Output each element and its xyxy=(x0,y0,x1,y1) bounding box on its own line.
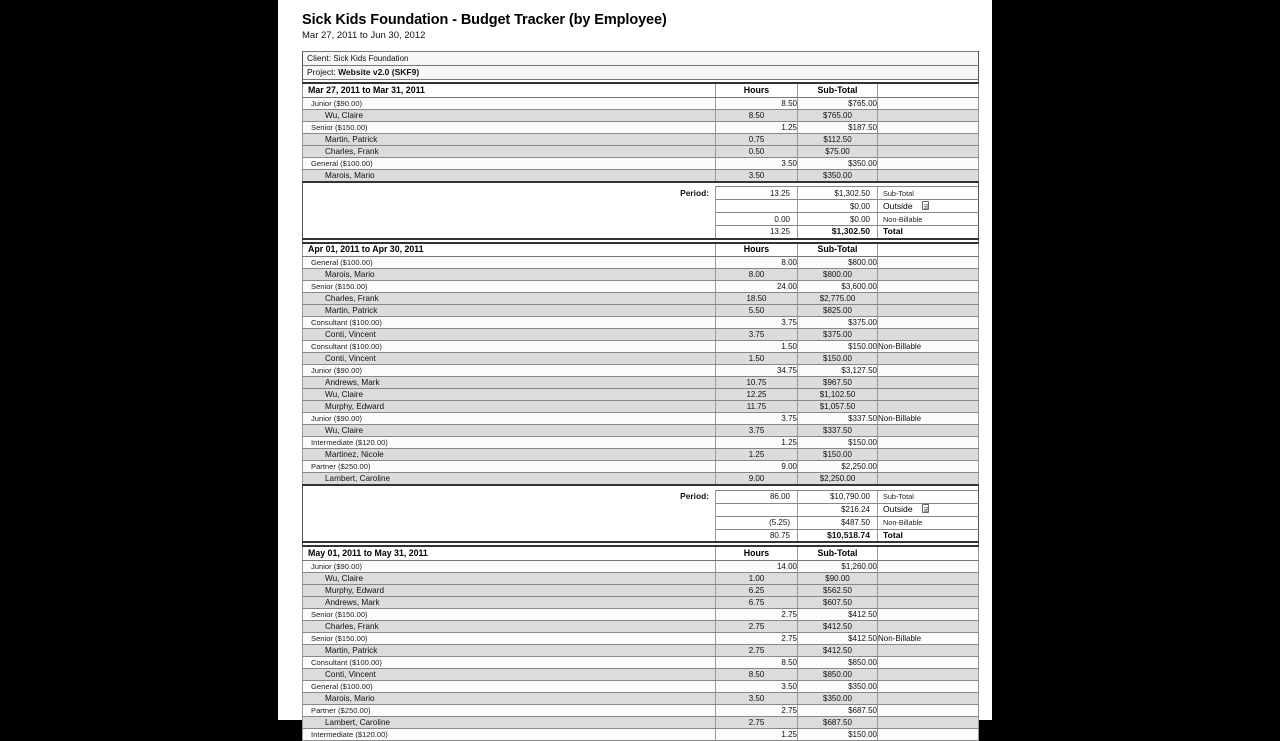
row-subtotal: $75.00 xyxy=(798,145,878,157)
summary-hours: 13.25 xyxy=(716,187,798,200)
row-hours: 3.75 xyxy=(716,425,798,437)
row-description: Wu, Claire xyxy=(303,389,716,401)
row-hours: 8.00 xyxy=(716,269,798,281)
employee-row[interactable] xyxy=(303,305,979,317)
row-note xyxy=(878,157,979,169)
column-header-note xyxy=(878,83,979,97)
employee-row[interactable] xyxy=(303,596,979,608)
row-description: Senior ($150.00) xyxy=(303,632,716,644)
period-summary-label: Period: xyxy=(303,490,716,503)
row-note xyxy=(878,620,979,632)
row-hours: 3.75 xyxy=(716,317,798,329)
row-description: Junior ($90.00) xyxy=(303,365,716,377)
row-description: Consultant ($100.00) xyxy=(303,341,716,353)
employee-row[interactable] xyxy=(303,109,979,121)
employee-row[interactable] xyxy=(303,353,979,365)
row-note xyxy=(878,293,979,305)
category-row[interactable] xyxy=(303,365,979,377)
row-note xyxy=(878,461,979,473)
row-subtotal: $150.00 xyxy=(798,728,878,740)
period-header-label: May 01, 2011 to May 31, 2011 xyxy=(303,546,716,560)
period-summary-label: Period: xyxy=(303,187,716,200)
row-subtotal: $1,260.00 xyxy=(798,560,878,572)
row-hours: 6.25 xyxy=(716,584,798,596)
summary-hours: (5.25) xyxy=(716,516,798,529)
row-note xyxy=(878,365,979,377)
row-hours: 14.00 xyxy=(716,560,798,572)
page-title: Sick Kids Foundation - Budget Tracker (by Employee) xyxy=(302,12,667,28)
row-note xyxy=(878,281,979,293)
summary-row-nonbillable xyxy=(303,516,979,529)
row-note xyxy=(878,145,979,157)
row-description: General ($100.00) xyxy=(303,680,716,692)
summary-subtotal: $487.50 xyxy=(798,516,878,529)
row-note xyxy=(878,692,979,704)
row-description: General ($100.00) xyxy=(303,157,716,169)
period-summary-spacer xyxy=(303,200,716,213)
row-hours: 9.00 xyxy=(716,473,798,486)
employee-row[interactable] xyxy=(303,584,979,596)
row-note xyxy=(878,133,979,145)
row-description: Martinez, Nicole xyxy=(303,449,716,461)
row-description: Partner ($250.00) xyxy=(303,461,716,473)
category-row[interactable] xyxy=(303,317,979,329)
row-subtotal: $150.00 xyxy=(798,341,878,353)
row-hours: 5.50 xyxy=(716,305,798,317)
employee-row[interactable] xyxy=(303,389,979,401)
row-hours: 24.00 xyxy=(716,281,798,293)
summary-row-subtotal xyxy=(303,187,979,200)
table-body xyxy=(303,51,979,740)
column-header-subtotal: Sub-Total xyxy=(798,83,878,97)
employee-row[interactable] xyxy=(303,293,979,305)
row-subtotal: $562.50 xyxy=(798,584,878,596)
employee-row[interactable] xyxy=(303,133,979,145)
row-subtotal: $850.00 xyxy=(798,656,878,668)
column-header-hours: Hours xyxy=(716,83,798,97)
row-subtotal: $150.00 xyxy=(798,353,878,365)
row-hours: 34.75 xyxy=(716,365,798,377)
row-note xyxy=(878,704,979,716)
summary-row-outside xyxy=(303,200,979,213)
row-subtotal: $412.50 xyxy=(798,608,878,620)
employee-row[interactable] xyxy=(303,644,979,656)
row-note: Non-Billable xyxy=(878,341,979,353)
row-description: Conti, Vincent xyxy=(303,353,716,365)
employee-row[interactable] xyxy=(303,377,979,389)
row-subtotal: $412.50 xyxy=(798,632,878,644)
row-subtotal: $2,250.00 xyxy=(798,473,878,486)
row-subtotal: $350.00 xyxy=(798,692,878,704)
summary-hours xyxy=(716,200,798,213)
summary-label: Outside xyxy=(878,200,979,213)
employee-row[interactable] xyxy=(303,716,979,728)
row-description: Senior ($150.00) xyxy=(303,608,716,620)
row-description: Martin, Patrick xyxy=(303,644,716,656)
row-subtotal: $765.00 xyxy=(798,97,878,109)
budget-tracker-table xyxy=(302,51,979,741)
row-hours: 8.50 xyxy=(716,109,798,121)
row-subtotal: $375.00 xyxy=(798,329,878,341)
row-note xyxy=(878,572,979,584)
period-summary-spacer xyxy=(303,213,716,226)
summary-row-nonbillable xyxy=(303,213,979,226)
row-note xyxy=(878,596,979,608)
row-description: Junior ($90.00) xyxy=(303,413,716,425)
row-description: Murphy, Edward xyxy=(303,584,716,596)
row-hours: 1.25 xyxy=(716,449,798,461)
category-row[interactable] xyxy=(303,704,979,716)
row-hours: 8.50 xyxy=(716,656,798,668)
category-row[interactable] xyxy=(303,632,979,644)
row-note xyxy=(878,716,979,728)
row-hours: 1.25 xyxy=(716,728,798,740)
row-subtotal: $150.00 xyxy=(798,449,878,461)
row-note xyxy=(878,401,979,413)
employee-row[interactable] xyxy=(303,329,979,341)
row-description: Wu, Claire xyxy=(303,109,716,121)
row-subtotal: $412.50 xyxy=(798,620,878,632)
period-header-label: Mar 27, 2011 to Mar 31, 2011 xyxy=(303,83,716,97)
period-summary-spacer xyxy=(303,226,716,239)
row-subtotal: $112.50 xyxy=(798,133,878,145)
row-note xyxy=(878,305,979,317)
row-description: Intermediate ($120.00) xyxy=(303,437,716,449)
row-description: Consultant ($100.00) xyxy=(303,317,716,329)
client-label: Client: xyxy=(307,52,332,63)
row-hours: 3.50 xyxy=(716,169,798,182)
row-note xyxy=(878,269,979,281)
employee-row[interactable] xyxy=(303,668,979,680)
summary-label: Non-Billable xyxy=(878,213,979,226)
client-cell xyxy=(303,51,979,65)
period-summary-spacer xyxy=(303,503,716,516)
row-hours: 3.50 xyxy=(716,157,798,169)
report-page xyxy=(278,0,992,739)
category-row[interactable] xyxy=(303,728,979,740)
row-description: Andrews, Mark xyxy=(303,596,716,608)
row-note xyxy=(878,560,979,572)
row-hours: 18.50 xyxy=(716,293,798,305)
row-subtotal: $90.00 xyxy=(798,572,878,584)
row-description: Murphy, Edward xyxy=(303,401,716,413)
row-subtotal: $687.50 xyxy=(798,704,878,716)
row-note xyxy=(878,317,979,329)
row-note xyxy=(878,329,979,341)
row-note xyxy=(878,644,979,656)
employee-row[interactable] xyxy=(303,692,979,704)
period-summary-spacer xyxy=(303,529,716,542)
row-description: Wu, Claire xyxy=(303,425,716,437)
period-header-row xyxy=(303,243,979,257)
employee-row[interactable] xyxy=(303,169,979,182)
row-hours: 0.75 xyxy=(716,133,798,145)
row-description: Senior ($150.00) xyxy=(303,121,716,133)
employee-row[interactable] xyxy=(303,145,979,157)
row-hours: 8.50 xyxy=(716,668,798,680)
row-hours: 3.75 xyxy=(716,413,798,425)
row-description: Martin, Patrick xyxy=(303,133,716,145)
row-subtotal: $825.00 xyxy=(798,305,878,317)
row-note xyxy=(878,257,979,269)
row-subtotal: $337.50 xyxy=(798,425,878,437)
row-description: Conti, Vincent xyxy=(303,668,716,680)
row-description: Andrews, Mark xyxy=(303,377,716,389)
row-description: Consultant ($100.00) xyxy=(303,656,716,668)
row-description: Marois, Mario xyxy=(303,169,716,182)
row-note xyxy=(878,584,979,596)
summary-subtotal: $1,302.50 xyxy=(798,226,878,239)
client-value: Sick Kids Foundation xyxy=(333,53,409,63)
category-row[interactable] xyxy=(303,437,979,449)
row-note xyxy=(878,608,979,620)
column-header-hours: Hours xyxy=(716,243,798,257)
row-subtotal: $350.00 xyxy=(798,169,878,182)
row-hours: 0.50 xyxy=(716,145,798,157)
row-description: Charles, Frank xyxy=(303,293,716,305)
row-description: Senior ($150.00) xyxy=(303,281,716,293)
report-body xyxy=(278,0,992,741)
summary-label: Outside xyxy=(878,503,979,516)
row-hours: 1.50 xyxy=(716,353,798,365)
category-row[interactable] xyxy=(303,341,979,353)
row-subtotal: $967.50 xyxy=(798,377,878,389)
page-date-range: Mar 27, 2011 to Jun 30, 2012 xyxy=(302,29,426,41)
row-description: Charles, Frank xyxy=(303,145,716,157)
category-row[interactable] xyxy=(303,97,979,109)
period-header-row xyxy=(303,546,979,560)
row-subtotal: $1,102.50 xyxy=(798,389,878,401)
row-description: Charles, Frank xyxy=(303,620,716,632)
row-hours: 2.75 xyxy=(716,716,798,728)
row-subtotal: $687.50 xyxy=(798,716,878,728)
row-subtotal: $765.00 xyxy=(798,109,878,121)
category-row[interactable] xyxy=(303,680,979,692)
summary-row-outside xyxy=(303,503,979,516)
row-subtotal: $3,127.50 xyxy=(798,365,878,377)
row-description: Conti, Vincent xyxy=(303,329,716,341)
row-hours: 10.75 xyxy=(716,377,798,389)
row-note xyxy=(878,389,979,401)
summary-subtotal: $0.00 xyxy=(798,200,878,213)
row-hours: 8.00 xyxy=(716,257,798,269)
period-header-row xyxy=(303,83,979,97)
row-subtotal: $337.50 xyxy=(798,413,878,425)
row-subtotal: $2,250.00 xyxy=(798,461,878,473)
category-row[interactable] xyxy=(303,656,979,668)
summary-hours: 86.00 xyxy=(716,490,798,503)
summary-label: Total xyxy=(878,226,979,239)
summary-subtotal: $10,518.74 xyxy=(798,529,878,542)
row-note xyxy=(878,449,979,461)
employee-row[interactable] xyxy=(303,620,979,632)
employee-row[interactable] xyxy=(303,572,979,584)
category-row[interactable] xyxy=(303,608,979,620)
summary-hours xyxy=(716,503,798,516)
row-description: General ($100.00) xyxy=(303,257,716,269)
column-header-subtotal: Sub-Total xyxy=(798,546,878,560)
employee-row[interactable] xyxy=(303,449,979,461)
summary-row-total xyxy=(303,529,979,542)
row-hours: 1.25 xyxy=(716,437,798,449)
row-hours: 2.75 xyxy=(716,608,798,620)
employee-row[interactable] xyxy=(303,401,979,413)
row-subtotal: $375.00 xyxy=(798,317,878,329)
summary-subtotal: $0.00 xyxy=(798,213,878,226)
row-note: Non-Billable xyxy=(878,413,979,425)
column-header-subtotal: Sub-Total xyxy=(798,243,878,257)
row-note xyxy=(878,425,979,437)
category-row[interactable] xyxy=(303,121,979,133)
row-hours: 2.75 xyxy=(716,644,798,656)
row-hours: 3.75 xyxy=(716,329,798,341)
row-hours: 2.75 xyxy=(716,632,798,644)
row-description: Marois, Mario xyxy=(303,692,716,704)
summary-row-subtotal xyxy=(303,490,979,503)
row-note xyxy=(878,728,979,740)
row-description: Junior ($90.00) xyxy=(303,97,716,109)
summary-label: Total xyxy=(878,529,979,542)
row-description: Martin, Patrick xyxy=(303,305,716,317)
summary-label: Sub-Total xyxy=(878,490,979,503)
row-note xyxy=(878,353,979,365)
column-header-hours: Hours xyxy=(716,546,798,560)
summary-label: Non-Billable xyxy=(878,516,979,529)
summary-subtotal: $1,302.50 xyxy=(798,187,878,200)
summary-hours: 0.00 xyxy=(716,213,798,226)
period-header-label: Apr 01, 2011 to Apr 30, 2011 xyxy=(303,243,716,257)
row-hours: 2.75 xyxy=(716,620,798,632)
column-header-note xyxy=(878,546,979,560)
project-cell xyxy=(303,65,979,79)
category-row[interactable] xyxy=(303,281,979,293)
row-subtotal: $800.00 xyxy=(798,257,878,269)
row-note xyxy=(878,97,979,109)
row-note xyxy=(878,668,979,680)
row-note xyxy=(878,473,979,486)
summary-label: Sub-Total xyxy=(878,187,979,200)
employee-row[interactable] xyxy=(303,425,979,437)
row-note xyxy=(878,109,979,121)
row-subtotal: $350.00 xyxy=(798,680,878,692)
category-row[interactable] xyxy=(303,413,979,425)
row-note xyxy=(878,656,979,668)
row-subtotal: $187.50 xyxy=(798,121,878,133)
row-description: Lambert, Caroline xyxy=(303,716,716,728)
summary-subtotal: $216.24 xyxy=(798,503,878,516)
row-subtotal: $3,600.00 xyxy=(798,281,878,293)
row-hours: 1.25 xyxy=(716,121,798,133)
note-icon[interactable] xyxy=(922,504,929,513)
row-description: Junior ($90.00) xyxy=(303,560,716,572)
row-hours: 1.00 xyxy=(716,572,798,584)
row-subtotal: $1,057.50 xyxy=(798,401,878,413)
row-subtotal: $2,775.00 xyxy=(798,293,878,305)
row-note: Non-Billable xyxy=(878,632,979,644)
summary-hours: 80.75 xyxy=(716,529,798,542)
row-description: Marois, Mario xyxy=(303,269,716,281)
row-hours: 1.50 xyxy=(716,341,798,353)
row-hours: 3.50 xyxy=(716,692,798,704)
row-hours: 8.50 xyxy=(716,97,798,109)
row-subtotal: $850.00 xyxy=(798,668,878,680)
row-description: Partner ($250.00) xyxy=(303,704,716,716)
row-subtotal: $607.50 xyxy=(798,596,878,608)
row-description: Wu, Claire xyxy=(303,572,716,584)
row-hours: 12.25 xyxy=(716,389,798,401)
category-row[interactable] xyxy=(303,461,979,473)
row-description: Intermediate ($120.00) xyxy=(303,728,716,740)
project-value: Website v2.0 (SKF9) xyxy=(338,66,420,77)
row-subtotal: $350.00 xyxy=(798,157,878,169)
row-hours: 2.75 xyxy=(716,704,798,716)
project-label: Project: xyxy=(307,66,336,77)
note-icon[interactable] xyxy=(922,201,929,210)
row-hours: 9.00 xyxy=(716,461,798,473)
employee-row[interactable] xyxy=(303,473,979,486)
project-row xyxy=(303,65,979,79)
row-note xyxy=(878,121,979,133)
summary-subtotal: $10,790.00 xyxy=(798,490,878,503)
row-note xyxy=(878,680,979,692)
client-row xyxy=(303,51,979,65)
summary-hours: 13.25 xyxy=(716,226,798,239)
period-summary-spacer xyxy=(303,516,716,529)
category-row[interactable] xyxy=(303,257,979,269)
row-subtotal: $412.50 xyxy=(798,644,878,656)
row-description: Lambert, Caroline xyxy=(303,473,716,486)
row-hours: 3.50 xyxy=(716,680,798,692)
row-note xyxy=(878,169,979,182)
employee-row[interactable] xyxy=(303,269,979,281)
row-subtotal: $150.00 xyxy=(798,437,878,449)
row-note xyxy=(878,437,979,449)
column-header-note xyxy=(878,243,979,257)
summary-row-total xyxy=(303,226,979,239)
row-note xyxy=(878,377,979,389)
row-hours: 11.75 xyxy=(716,401,798,413)
category-row[interactable] xyxy=(303,560,979,572)
row-hours: 6.75 xyxy=(716,596,798,608)
row-subtotal: $800.00 xyxy=(798,269,878,281)
category-row[interactable] xyxy=(303,157,979,169)
